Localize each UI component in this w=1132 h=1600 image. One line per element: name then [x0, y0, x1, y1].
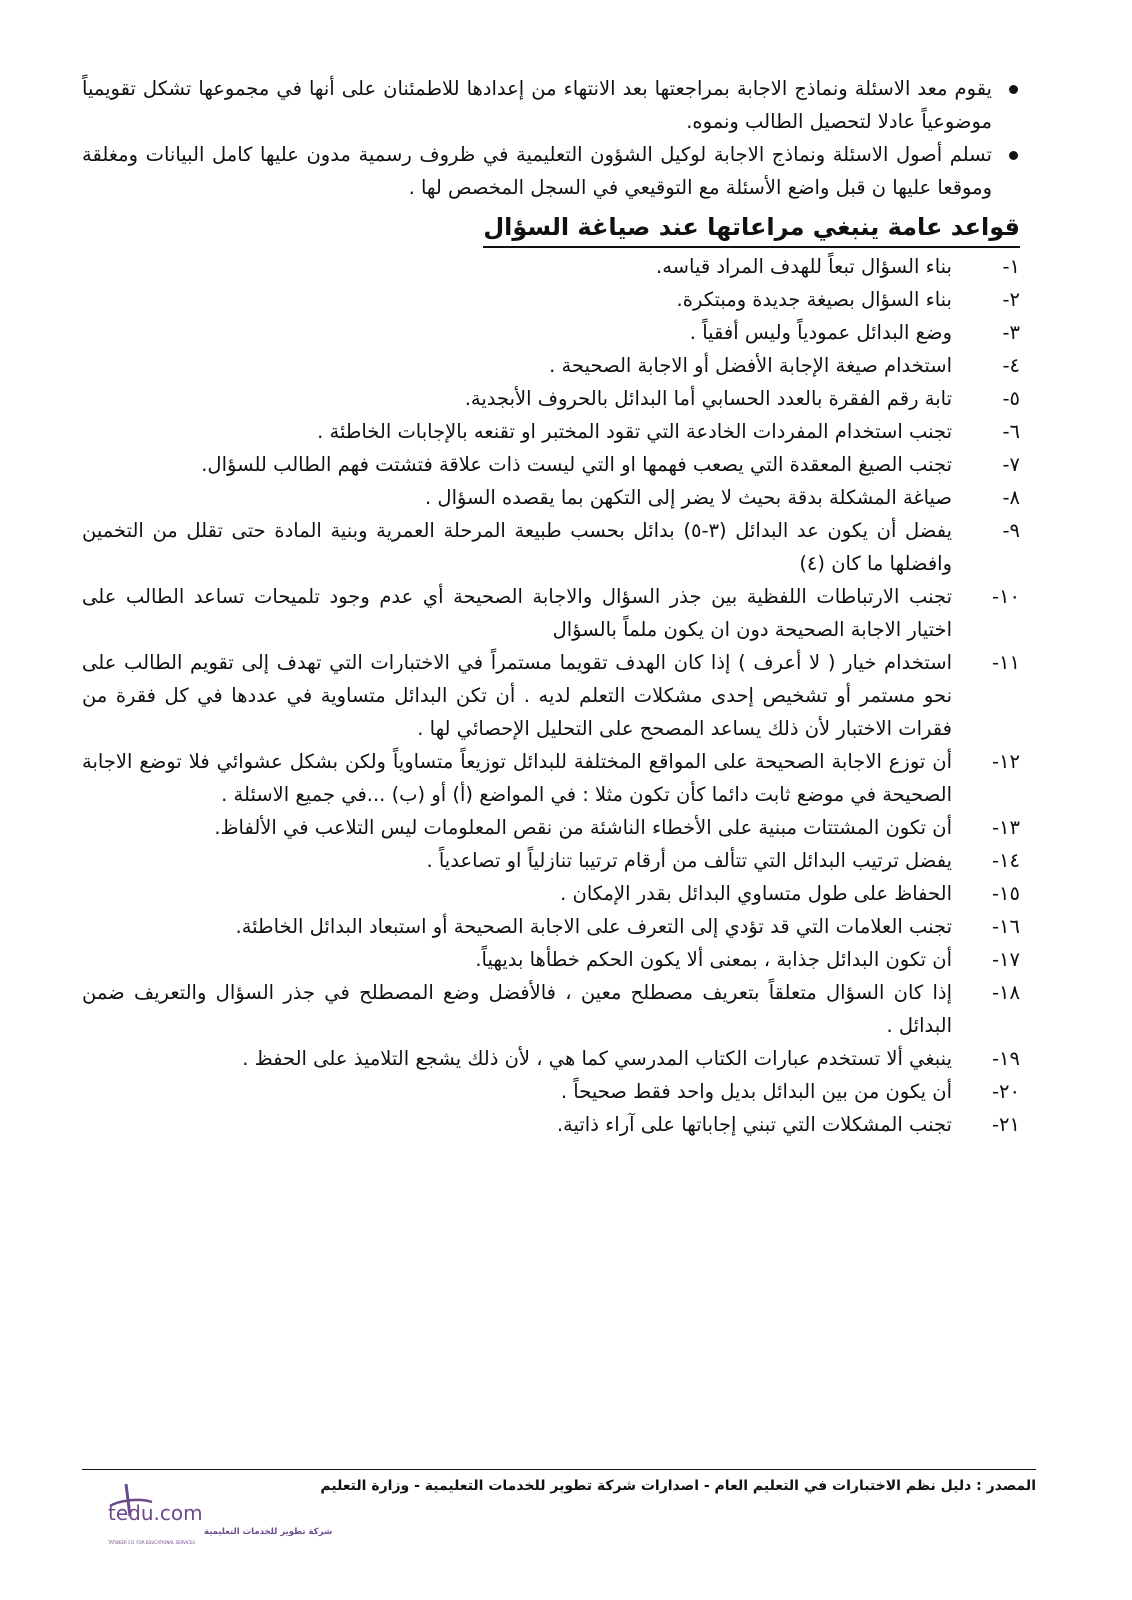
rule-number: ١٧-	[992, 948, 1020, 971]
bullet-dot-icon	[1009, 85, 1018, 94]
rule-text: أن تكون البدائل جذابة ، بمعنى ألا يكون الحكم خطأها بديهياً.	[475, 948, 952, 971]
logo-english-name: TATWEER CO. FOR EDUCATIONAL SERVICES	[108, 1540, 196, 1545]
bullet-list	[82, 72, 1020, 204]
rule-item	[82, 811, 1020, 844]
page-content	[82, 72, 1020, 1141]
rule-text: صياغة المشكلة بدقة بحيث لا يضر إلى التكهن بما يقصده السؤال .	[425, 486, 952, 509]
bullet-text: تسلم أصول الاسئلة ونماذج الاجابة لوكيل الشؤون التعليمية في ظروف رسمية مدون عليها كامل البيانات ومغلقة وموقعا عليها ن قبل واضع الأسئلة مع التوقيعي في السجل المخصص لها .	[82, 143, 992, 199]
rule-text: إذا كان السؤال متعلقاً بتعريف مصطلح معين ، فالأفضل وضع المصطلح في جذر السؤال والتعريف ضمن البدائل .	[82, 981, 952, 1037]
rule-text: تجنب المشكلات التي تبني إجاباتها على آراء ذاتية.	[556, 1113, 952, 1136]
rule-number: ١٨-	[992, 981, 1020, 1004]
rule-item	[82, 976, 1020, 1042]
rule-item	[82, 283, 1020, 316]
rule-item	[82, 481, 1020, 514]
rule-item	[82, 250, 1020, 283]
rule-item	[82, 415, 1020, 448]
footer-divider	[82, 1469, 1036, 1470]
rule-text: استخدام صيغة الإجابة الأفضل أو الاجابة الصحيحة .	[549, 354, 952, 377]
rule-number: ٦-	[1002, 420, 1020, 443]
rule-number: ٤-	[1002, 354, 1020, 377]
rule-item	[82, 1042, 1020, 1075]
section-heading-wrap	[82, 210, 1020, 248]
rule-item	[82, 943, 1020, 976]
rule-number: ١٢-	[992, 750, 1020, 773]
rule-item	[82, 844, 1020, 877]
rule-number: ١٦-	[992, 915, 1020, 938]
rule-number: ١٣-	[992, 816, 1020, 839]
rule-item	[82, 349, 1020, 382]
rule-item	[82, 910, 1020, 943]
rule-item	[82, 580, 1020, 646]
rule-number: ٥-	[1002, 387, 1020, 410]
rule-text: بناء السؤال تبعاً للهدف المراد قياسه.	[656, 255, 952, 278]
rule-number: ١٥-	[992, 882, 1020, 905]
rule-text: يفضل أن يكون عد البدائل (٣-٥) بدائل بحسب طبيعة المرحلة العمرية وبنية المادة حتى تقلل من التخمين وافضلها ما كان (٤)	[82, 519, 952, 575]
rule-item	[82, 877, 1020, 910]
rule-text: أن توزع الاجابة الصحيحة على المواقع المختلفة للبدائل توزيعاً متساوياً ولكن بشكل عشوائي فلا توضع الاجابة الصحيحة في موضع ثابت دائما كأن تكون مثلا : في المواضع (أ) أو (ب) ...في جميع الاسئلة .	[82, 750, 952, 806]
rule-number: ٣-	[1002, 321, 1020, 344]
rule-item	[82, 382, 1020, 415]
rule-text: تجنب العلامات التي قد تؤدي إلى التعرف على الاجابة الصحيحة أو استبعاد البدائل الخاطئة.	[235, 915, 952, 938]
rule-text: تابة رقم الفقرة بالعدد الحسابي أما البدائل بالحروف الأبجدية.	[464, 387, 952, 410]
rule-number: ٢١-	[992, 1113, 1020, 1136]
bullet-text: يقوم معد الاسئلة ونماذج الاجابة بمراجعتها بعد الانتهاء من إعدادها للاطمئنان على أنها في مجموعها تشكل تقويمياً موضوعياً عادلا لتحصيل الطالب ونموه.	[82, 77, 992, 133]
rule-number: ٢٠-	[992, 1080, 1020, 1103]
rule-number: ٢-	[1002, 288, 1020, 311]
rule-text: أن يكون من بين البدائل بديل واحد فقط صحيحاً .	[560, 1080, 952, 1103]
rule-text: الحفاظ على طول متساوي البدائل بقدر الإمكان .	[560, 882, 952, 905]
logo-brand: tedu.com	[108, 1501, 203, 1525]
rule-item	[82, 514, 1020, 580]
rule-text: استخدام خيار ( لا أعرف ) إذا كان الهدف تقويما مستمراً في الاختبارات التي تهدف إلى تقويم الطالب على نحو مستمر أو تشخيص إحدى مشكلات التعلم لديه . أن تكن البدائل متساوية في عددها في كل فقرة من فقرات الاختبار لأن ذلك يساعد المصحح على التحليل الإحصائي لها .	[82, 651, 952, 740]
rule-item	[82, 448, 1020, 481]
rule-number: ١١-	[992, 651, 1020, 674]
bullet-item	[82, 72, 1020, 138]
rule-item	[82, 1075, 1020, 1108]
rule-text: تجنب الارتباطات اللفظية بين جذر السؤال والاجابة الصحيحة أي عدم وجود تلميحات تساعد الطالب على اختيار الاجابة الصحيحة دون ان يكون ملماً بالسؤال	[82, 585, 952, 641]
rule-number: ٧-	[1002, 453, 1020, 476]
rule-text: يفضل ترتيب البدائل التي تتألف من أرقام ترتيبا تنازلياً او تصاعدياً .	[426, 849, 952, 872]
rule-number: ٩-	[1002, 519, 1020, 542]
rule-text: تجنب الصيغ المعقدة التي يصعب فهمها او التي ليست ذات علاقة فتشتت فهم الطالب للسؤال.	[201, 453, 952, 476]
rule-item	[82, 646, 1020, 745]
footer-source: المصدر : دليل نظم الاختبارات في التعليم العام - اصدارات شركة تطوير للخدمات التعليمية - وزارة التعليم	[320, 1478, 1036, 1494]
rule-number: ١٠-	[992, 585, 1020, 608]
rule-text: تجنب استخدام المفردات الخادعة التي تقود المختبر او تقنعه بالإجابات الخاطئة .	[317, 420, 952, 443]
rules-list	[82, 250, 1020, 1141]
bullet-dot-icon	[1009, 151, 1018, 160]
section-heading: قواعد عامة ينبغي مراعاتها عند صياغة السؤال	[483, 210, 1020, 248]
rule-item	[82, 1108, 1020, 1141]
bullet-item	[82, 138, 1020, 204]
rule-item	[82, 745, 1020, 811]
rule-text: ينبغي ألا تستخدم عبارات الكتاب المدرسي كما هي ، لأن ذلك يشجع التلاميذ على الحفظ .	[242, 1047, 952, 1070]
rule-number: ١-	[1002, 255, 1020, 278]
rule-text: وضع البدائل عمودياً وليس أفقياً .	[689, 321, 952, 344]
rule-number: ١٩-	[992, 1047, 1020, 1070]
rule-number: ١٤-	[992, 849, 1020, 872]
rule-number: ٨-	[1002, 486, 1020, 509]
logo-arabic-name: شركة تطوير للخدمات التعليمية	[204, 1527, 333, 1537]
tedu-logo	[100, 1476, 333, 1556]
rule-item	[82, 316, 1020, 349]
rule-text: أن تكون المشتتات مبنية على الأخطاء الناشئة من نقص المعلومات ليس التلاعب في الألفاظ.	[214, 816, 952, 839]
rule-text: بناء السؤال بصيغة جديدة ومبتكرة.	[676, 288, 952, 311]
